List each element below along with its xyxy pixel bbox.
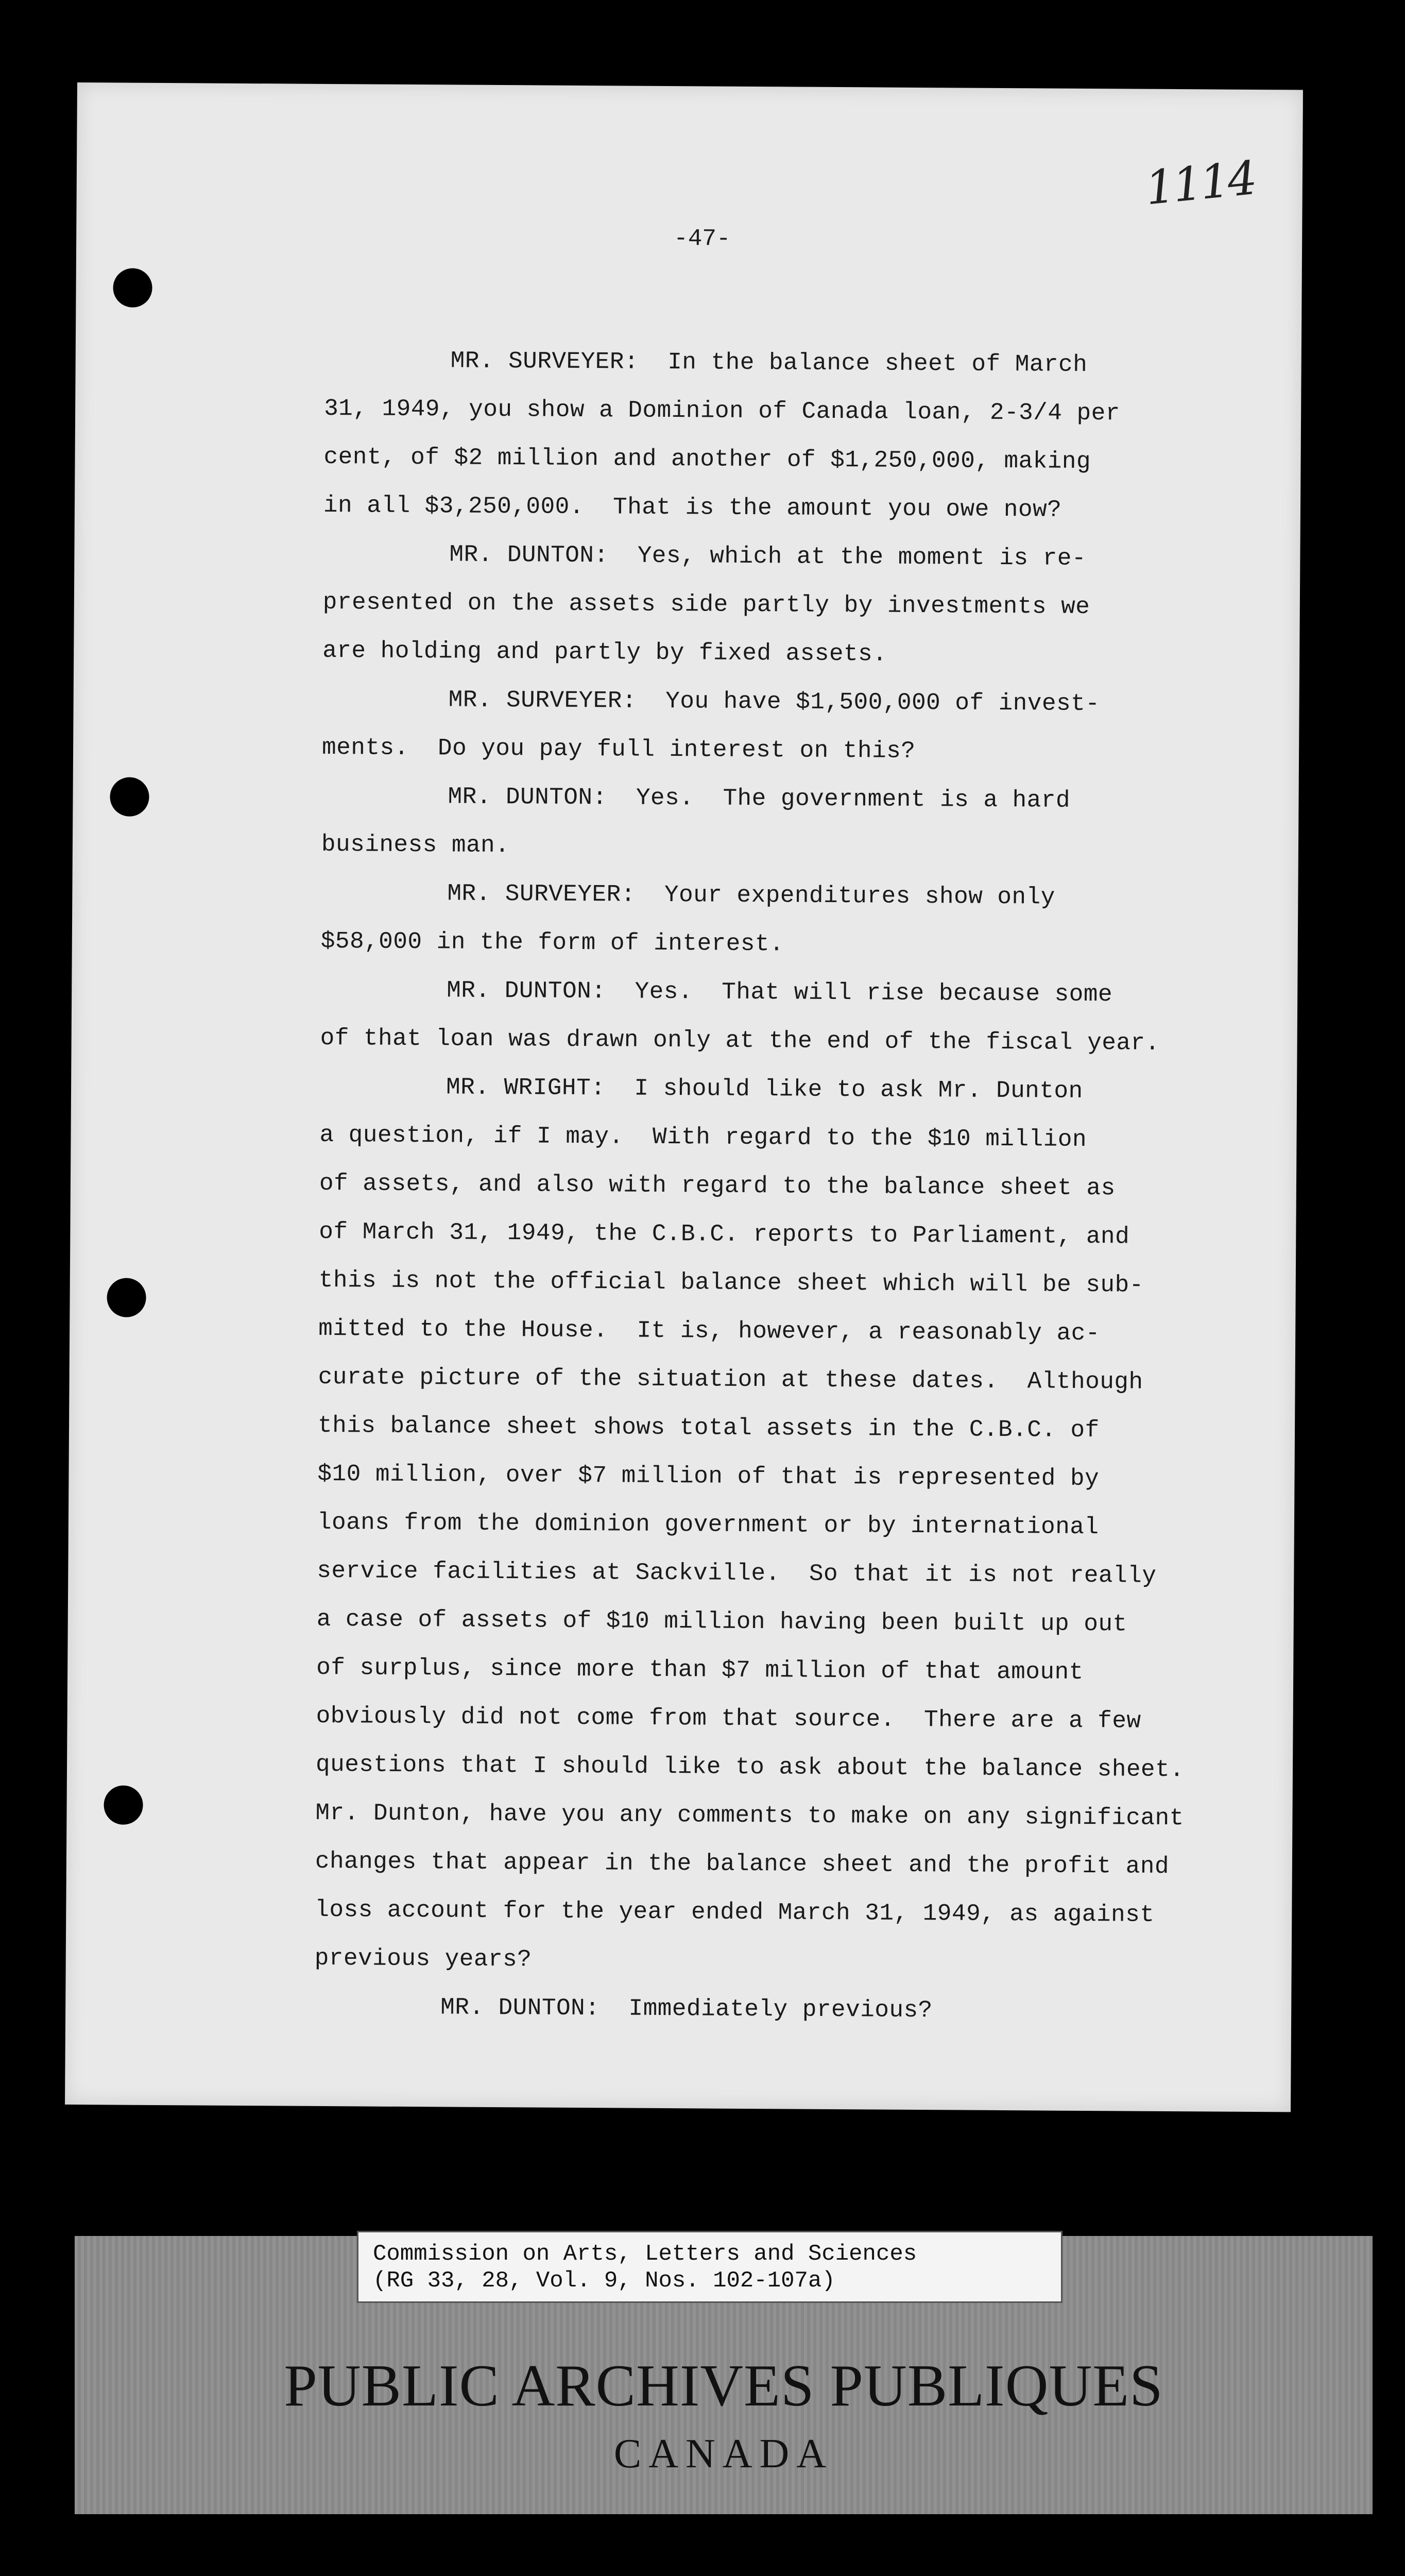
text-line: MR. DUNTON: Immediately previous? [440,1994,933,2024]
archive-reference-label [357,2231,1063,2303]
text-line: this balance sheet shows total assets in the C.B.C. of [317,1412,1100,1444]
text-line: of assets, and also with regard to the balance sheet as [319,1170,1116,1202]
archive-label-line-2: (RG 33, 28, Vol. 9, Nos. 102-107a) [373,2268,835,2294]
text-line: questions that I should like to ask about the balance sheet. [315,1751,1185,1784]
text-line: ments. Do you pay full interest on this? [321,734,916,765]
text-line: are holding and partly by fixed assets. [322,637,887,668]
text-line: $10 million, over $7 million of that is represented by [317,1460,1100,1493]
archive-label-line-1: Commission on Arts, Letters and Sciences [373,2241,917,2267]
text-line: this is not the official balance sheet which will be sub- [318,1266,1144,1299]
archive-banner [75,2236,1373,2514]
text-line: MR. DUNTON: Yes. That will rise because some [447,977,1113,1008]
text-line: $58,000 in the form of interest. [320,927,784,958]
text-line: changes that appear in the balance sheet and the profit and [315,1848,1170,1880]
text-line: of surplus, since more than $7 million of that amount [316,1654,1084,1686]
text-line: business man. [321,831,510,859]
text-line: obviously did not come from that source. There are a few [316,1702,1141,1735]
text-line: MR. DUNTON: Yes. The government is a hard [448,783,1071,814]
text-line: MR. WRIGHT: I should like to ask Mr. Dunton [446,1074,1083,1105]
text-line: loans from the dominion government or by international [317,1509,1099,1541]
text-line: presented on the assets side partly by investments we [322,588,1090,621]
document-page [65,82,1303,2112]
text-line: previous years? [314,1944,532,1973]
text-line: Mr. Dunton, have you any comments to make on any significant [315,1799,1184,1832]
text-line: MR. SURVEYER: In the balance sheet of March [450,347,1088,378]
text-line: 31, 1949, you show a Dominion of Canada loan, 2-3/4 per [323,395,1121,427]
text-line: in all $3,250,000. That is the amount you owe now? [323,492,1062,523]
transcript-text [65,82,1303,2112]
text-line: MR. DUNTON: Yes, which at the moment is re- [449,541,1087,572]
text-line: a question, if I may. With regard to the $10 million [319,1121,1087,1154]
handwritten-folio-number: 1114 [1143,151,1258,216]
text-line: service facilities at Sackville. So that it is not really [317,1557,1157,1589]
text-line: of March 31, 1949, the C.B.C. reports to Parliament, and [319,1218,1130,1250]
text-line: cent, of $2 million and another of $1,250,000, making [323,443,1091,476]
page-number: -47- [674,225,731,252]
text-line: curate picture of the situation at these dates. Although [318,1363,1143,1396]
text-line: MR. SURVEYER: You have $1,500,000 of invest- [448,686,1100,718]
text-line: mitted to the House. It is, however, a reasonably ac- [318,1315,1101,1347]
text-line: of that loan was drawn only at the end of the fiscal year. [320,1024,1160,1057]
text-line: loss account for the year ended March 31, 1949, as against [315,1896,1155,1928]
text-line: a case of assets of $10 million having been built up out [316,1605,1127,1638]
archive-title: PUBLIC ARCHIVES PUBLIQUES [284,2353,1163,2419]
archive-country: CANADA [613,2431,834,2477]
text-line: MR. SURVEYER: Your expenditures show only [447,880,1055,911]
